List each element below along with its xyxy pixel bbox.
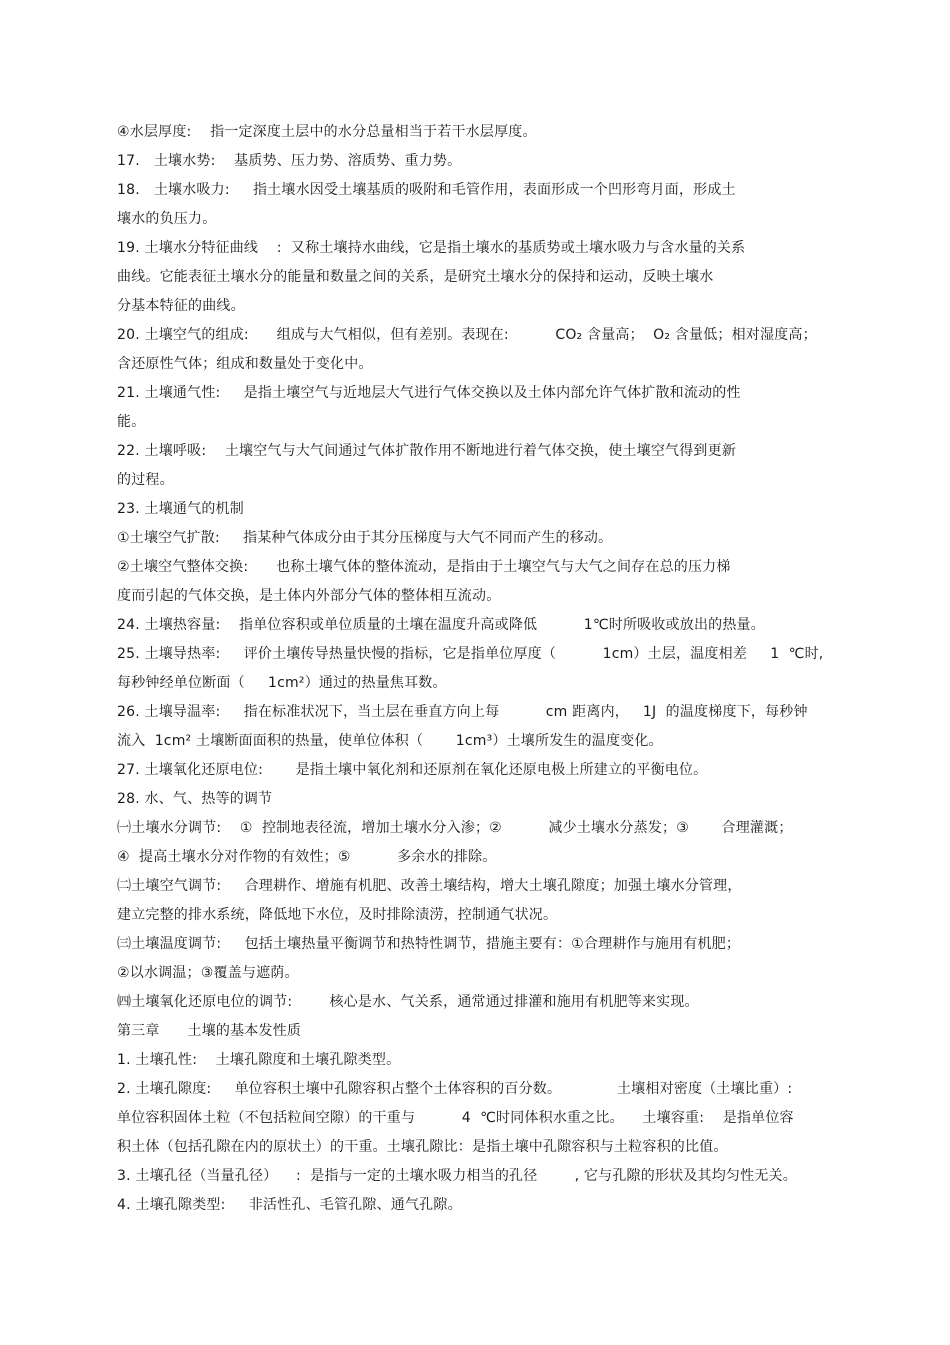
chapter-heading: 第三章 土壤的基本发性质	[117, 1023, 302, 1039]
text-line: 21. 土壤通气性: 是指土壤空气与近地层大气进行气体交换以及土体内部允许气体扩散和流动的性	[117, 385, 741, 401]
text-line: 22. 土壤呼吸: 土壤空气与大气间通过气体扩散作用不断地进行着气体交换，使土壤空气得到更新	[117, 443, 737, 459]
text-line: 19. 土壤水分特征曲线 : 又称土壤持水曲线，它是指土壤水的基质势或土壤水吸力与含水量的关系	[117, 240, 746, 256]
text-line: 17. 土壤水势: 基质势、压力势、溶质势、重力势。	[117, 153, 462, 169]
text-line: ㈡土壤空气调节: 合理耕作、增施有机肥、改善土壤结构，增大土壤孔隙度；加强土壤水分管理，	[117, 878, 742, 894]
text-line: ㈣土壤氧化还原电位的调节: 核心是水、气关系，通常通过排灌和施用有机肥等来实现。	[117, 994, 699, 1010]
text-line: ㈠土壤水分调节: ① 控制地表径流，增加土壤水分入渗；② 减少土壤水分蒸发；③ 合理灌溉；	[117, 820, 793, 836]
section-heading: 23. 土壤通气的机制	[117, 501, 244, 517]
text-line: 18. 土壤水吸力: 指土壤水因受土壤基质的吸附和毛管作用，表面形成一个凹形弯月面，形成土	[117, 182, 736, 198]
text-line: 25. 土壤导热率: 评价土壤传导热量快慢的指标，它是指单位厚度（ 1cm）土层，温度相差 1 ℃时,	[117, 646, 824, 662]
text-line: 27. 土壤氧化还原电位: 是指土壤中氧化剂和还原剂在氧化还原电极上所建立的平衡电位。	[117, 762, 708, 778]
text-line: 壤水的负压力。	[117, 211, 217, 227]
text-line: ④水层厚度: 指一定深度土层中的水分总量相当于若干水层厚度。	[117, 124, 537, 140]
text-line: 曲线。它能表征土壤水分的能量和数量之间的关系，是研究土壤水分的保持和运动，反映土壤水	[117, 269, 714, 285]
text-line: 含还原性气体；组成和数量处于变化中。	[117, 356, 373, 372]
text-line: ④ 提高土壤水分对作物的有效性；⑤ 多余水的排除。	[117, 849, 497, 865]
text-line: 建立完整的排水系统，降低地下水位，及时排除渍涝，控制通气状况。	[117, 907, 558, 923]
text-line: 分基本特征的曲线。	[117, 298, 245, 314]
text-line: 流入 1cm² 土壤断面面积的热量，使单位体积（ 1cm³）土壤所发生的温度变化。	[117, 733, 663, 749]
text-line: 26. 土壤导温率: 指在标准状况下，当土层在垂直方向上每 cm 距离内， 1J 的温度梯度下，每秒钟	[117, 704, 808, 720]
text-line: 积土体（包括孔隙在内的原状土）的干重。土壤孔隙比：是指土壤中孔隙容积与土粒容积的比值。	[117, 1139, 728, 1155]
text-line: 20. 土壤空气的组成: 组成与大气相似，但有差别。表现在: CO₂ 含量高； O₂ 含量低；相对湿度高；	[117, 327, 817, 343]
text-line: 度而引起的气体交换，是土体内外部分气体的整体相互流动。	[117, 588, 501, 604]
text-line: 能。	[117, 414, 146, 430]
text-line: ②土壤空气整体交换: 也称土壤气体的整体流动，是指由于土壤空气与大气之间存在总的压力梯	[117, 559, 731, 575]
text-line: ①土壤空气扩散: 指某种气体成分由于其分压梯度与大气不同而产生的移动。	[117, 530, 613, 546]
text-line: 24. 土壤热容量: 指单位容积或单位质量的土壤在温度升高或降低 1℃时所吸收或放出的热量。	[117, 617, 765, 633]
text-line: 4. 土壤孔隙类型: 非活性孔、毛管孔隙、通气孔隙。	[117, 1197, 462, 1213]
text-line: ②以水调温；③覆盖与遮荫。	[117, 965, 299, 981]
text-line: 3. 土壤孔径（当量孔径） : 是指与一定的土壤水吸力相当的孔径 , 它与孔隙的形状及其均匀性无关。	[117, 1168, 797, 1184]
text-line: ㈢土壤温度调节: 包括土壤热量平衡调节和热特性调节，措施主要有：①合理耕作与施用有机肥；	[117, 936, 741, 952]
section-heading: 28. 水、气、热等的调节	[117, 791, 273, 807]
text-line: 1. 土壤孔性: 土壤孔隙度和土壤孔隙类型。	[117, 1052, 401, 1068]
text-line: 每秒钟经单位断面（ 1cm²）通过的热量焦耳数。	[117, 675, 447, 691]
text-line: 单位容积固体土粒（不包括粒间空隙）的干重与 4 ℃时同体积水重之比。 土壤容重: 是指单位容	[117, 1110, 794, 1126]
text-line: 2. 土壤孔隙度: 单位容积土壤中孔隙容积占整个土体容积的百分数。 土壤相对密度（土壤比重）:	[117, 1081, 793, 1097]
text-line: 的过程。	[117, 472, 174, 488]
